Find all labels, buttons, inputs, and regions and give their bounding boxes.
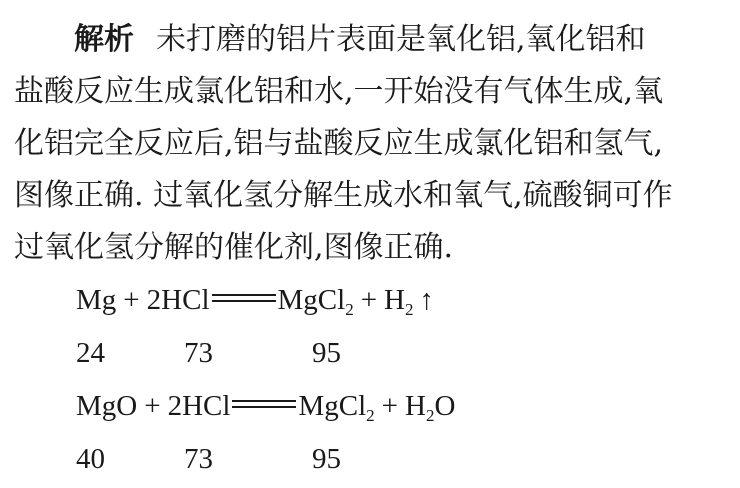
eq1-mass-2: 73 — [184, 337, 213, 369]
analysis-text-1: 未打磨的铝片表面是氧化铝,氧化铝和 — [156, 22, 646, 57]
eq1-mass-1: 24 — [76, 337, 105, 369]
eq1-mass-3: 95 — [312, 337, 341, 369]
eq1-product2: $H_2$ — [384, 284, 414, 319]
analysis-line-3: 化铝完全反应后,铝与盐酸反应生成氯化铝和氢气, — [14, 126, 664, 161]
eq1-product1: MgCl$_2$ — [277, 284, 354, 319]
eq2-reactant1: MgO — [76, 390, 138, 422]
eq2-plus1: + — [144, 390, 161, 422]
equation-1 — [76, 280, 434, 320]
eq1-equals-sign — [212, 294, 276, 302]
analysis-line-1 — [14, 14, 734, 66]
eq1-plus1: + — [123, 284, 140, 316]
eq2-mass-2: 73 — [184, 443, 213, 475]
equation-2 — [76, 386, 455, 426]
analysis-line-4: 图像正确. 过氧化氢分解生成水和氧气,硫酸铜可作 — [14, 178, 673, 213]
eq2-mass-1: 40 — [76, 443, 105, 475]
analysis-line-5: 过氧化氢分解的催化剂,图像正确. — [14, 230, 454, 265]
analysis-paragraph — [14, 14, 734, 274]
eq2-product1: MgCl$_2$ — [298, 390, 375, 425]
eq2-plus2: + — [381, 390, 398, 422]
eq2-mass-3: 95 — [312, 443, 341, 475]
eq1-reactant2: 2HCl — [146, 284, 210, 316]
eq2-equals-sign — [232, 400, 296, 408]
eq1-plus2: + — [360, 284, 378, 316]
analysis-line-2: 盐酸反应生成氯化铝和水,一开始没有气体生成,氧 — [14, 74, 664, 109]
gas-up-arrow-icon: ↑ — [419, 284, 434, 316]
eq2-product2: $H_2O$ — [404, 390, 456, 425]
eq1-reactant1: Mg — [76, 284, 117, 316]
eq2-reactant2: 2HCl — [167, 390, 231, 422]
analysis-label: 解析 — [74, 22, 134, 57]
